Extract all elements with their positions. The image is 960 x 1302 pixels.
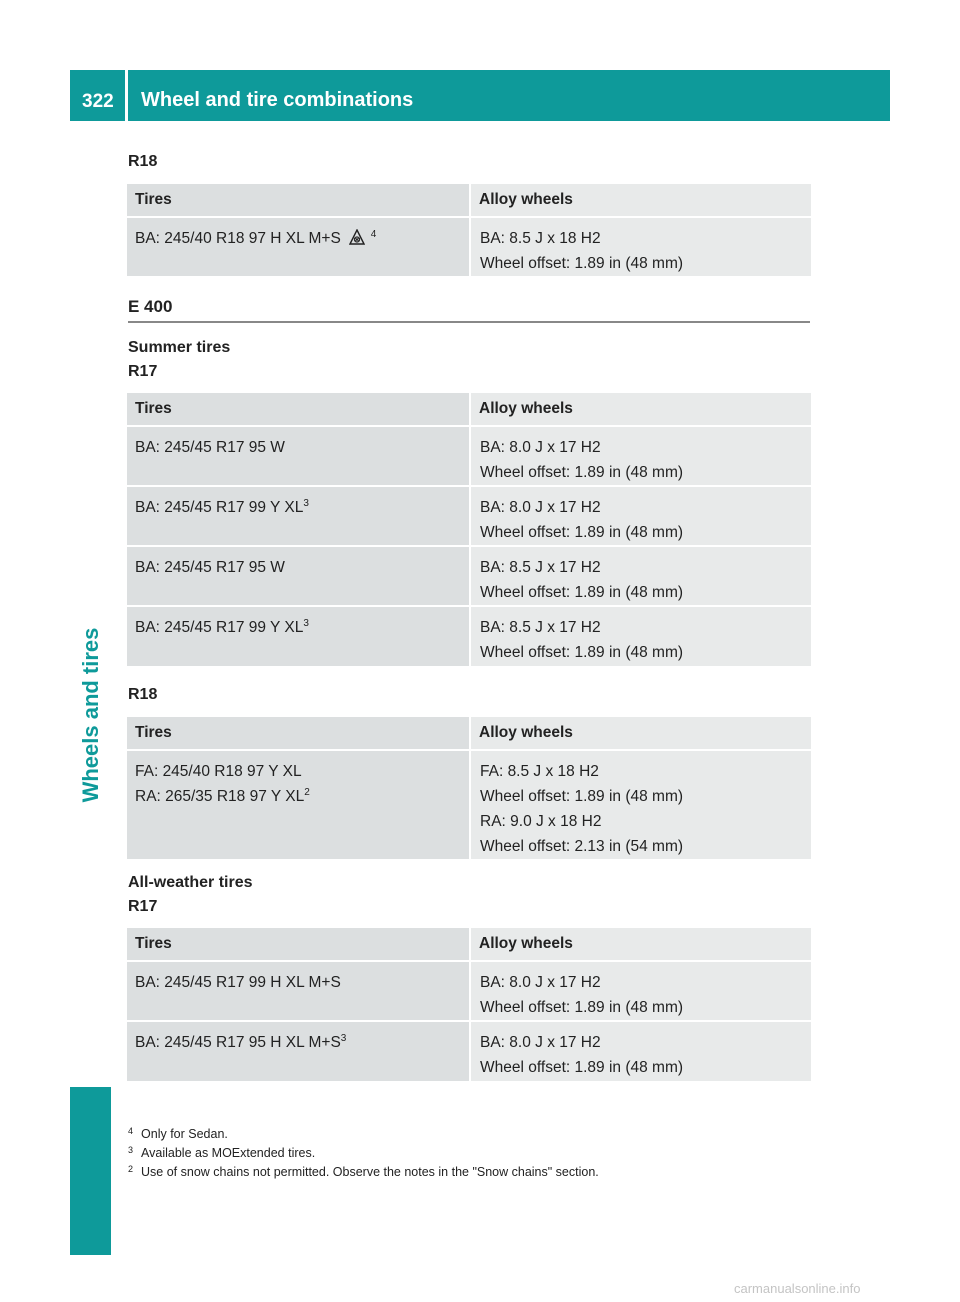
footnote: $^4$ Only for Sedan. <box>128 1126 228 1141</box>
table-summer-r17 <box>127 393 811 666</box>
table-row <box>127 607 811 666</box>
tire-cell: BA: 245/40 R18 97 H XL M+S $^4$ <box>127 218 469 276</box>
wheel-cell: BA: 8.5 J x 18 H2 Wheel offset: 1.89 in (48 mm) <box>469 218 811 276</box>
footnote: $^2$ Use of snow chains not permitted. Observe the notes in the "Snow chains" section. <box>128 1164 599 1179</box>
side-chapter-tab <box>70 570 111 860</box>
page-title: Wheel and tire combinations <box>128 70 890 121</box>
tire-cell: BA: 245/45 R17 95 H XL $M+S^3$ <box>127 1022 469 1081</box>
side-chapter-marker <box>70 1087 111 1255</box>
footnote: $^3$ Available as MOExtended tires. <box>128 1145 316 1160</box>
wheel-cell: BA: 8.5 J x 17 H2 Wheel offset: 1.89 in (48 mm) <box>469 607 811 666</box>
tire-cell: BA: 245/45 R17 95 W <box>127 427 469 487</box>
size-label-r17: R17 <box>128 363 158 380</box>
side-chapter-label: Wheels and tires <box>78 627 103 803</box>
tire-cell: FA: 245/40 R18 97 Y XL RA: 265/35 R18 97 Y $XL^2$ <box>127 751 469 859</box>
winter-tire-icon <box>349 228 365 244</box>
table-row <box>127 487 811 547</box>
summer-tires-label: Summer tires <box>128 339 231 356</box>
col-header-tires: Tires <box>127 393 469 427</box>
size-label-r18-top: R18 <box>128 153 158 170</box>
wheel-cell: BA: 8.0 J x 17 H2 Wheel offset: 1.89 in (48 mm) <box>469 487 811 547</box>
table-summer-r18 <box>127 717 811 859</box>
tire-cell: BA: 245/45 R17 99 Y $XL^3$ <box>127 487 469 547</box>
col-header-tires: Tires <box>127 928 469 962</box>
page-header <box>70 70 890 121</box>
wheel-cell: BA: 8.0 J x 17 H2 Wheel offset: 1.89 in (48 mm) <box>469 962 811 1022</box>
col-header-wheels: Alloy wheels <box>469 717 811 751</box>
table-row <box>127 751 811 859</box>
tire-cell: BA: 245/45 R17 95 W <box>127 547 469 607</box>
table-all-weather-r17 <box>127 928 811 1081</box>
table-row <box>127 427 811 487</box>
wheel-cell: BA: 8.0 J x 17 H2 Wheel offset: 1.89 in (48 mm) <box>469 427 811 487</box>
wheel-cell: BA: 8.5 J x 17 H2 Wheel offset: 1.89 in (48 mm) <box>469 547 811 607</box>
table-row <box>127 1022 811 1081</box>
table-row <box>127 218 811 276</box>
size-label-aw-r17: R17 <box>128 898 158 915</box>
tire-cell: BA: 245/45 R17 99 Y $XL^3$ <box>127 607 469 666</box>
watermark: carmanualsonline.info <box>734 1281 861 1296</box>
wheel-cell: BA: 8.0 J x 17 H2 Wheel offset: 1.89 in (48 mm) <box>469 1022 811 1081</box>
col-header-wheels: Alloy wheels <box>469 184 811 218</box>
col-header-wheels: Alloy wheels <box>469 393 811 427</box>
page-number: 322 <box>70 70 125 121</box>
table-r18-top <box>127 184 811 276</box>
size-label-r18: R18 <box>128 686 158 703</box>
section-title-e400: E 400 <box>128 297 810 323</box>
tire-cell: BA: 245/45 R17 99 H XL M+S <box>127 962 469 1022</box>
col-header-tires: Tires <box>127 184 469 218</box>
wheel-cell: FA: 8.5 J x 18 H2 Wheel offset: 1.89 in (48 mm) RA: 9.0 J x 18 H2 Wheel offset: 2.13 in (54 mm) <box>469 751 811 859</box>
table-row <box>127 547 811 607</box>
all-weather-tires-label: All-weather tires <box>128 874 253 891</box>
table-row <box>127 962 811 1022</box>
col-header-tires: Tires <box>127 717 469 751</box>
col-header-wheels: Alloy wheels <box>469 928 811 962</box>
footnotes <box>128 1125 599 1182</box>
